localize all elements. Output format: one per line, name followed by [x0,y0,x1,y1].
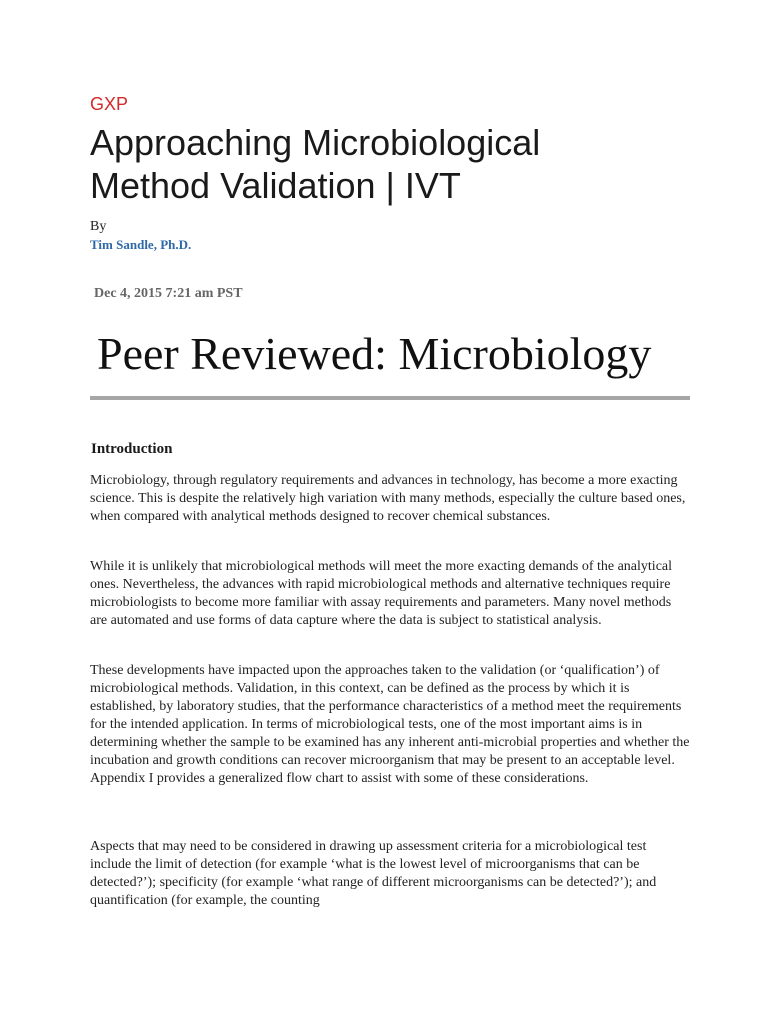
paragraph-3: These developments have impacted upon the approaches taken to the validation (or ‘qualification’) of microbiological methods. Validation, in this context, can be defined as the process by which it is established, by laboratory studies, that the performance characteristics of a method meet the requirements for the intended application. In terms of microbiological tests, one of the most important aims is in determining whether the sample to be examined has any inherent anti-microbial properties and whether the incubation and growth conditions can recover microorganism that may be present to an acceptable level. Appendix I provides a generalized flow chart to assist with some of these considerations. [90,663,690,786]
paragraph-4: Aspects that may need to be considered in drawing up assessment criteria for a microbiological test include the limit of detection (for example ‘what is the lowest level of microorganisms that can be detected?’); specificity (for example ‘what range of different microorganisms can be detected?’); and quantification (for example, the counting [90,839,657,908]
article-title-line-1: Approaching Microbiological [90,122,541,163]
article-title-line-2: Method Validation | IVT [90,165,461,206]
paragraph-2: While it is unlikely that microbiological methods will meet the more exacting demands of the analytical ones. Nevertheless, the advances with rapid microbiological methods and alternative techniques require microbiologists to become more familiar with assay requirements and parameters. Many novel methods are automated and use forms of data capture where the data is subject to statistical analysis. [90,559,673,628]
paragraph-1: Microbiology, through regulatory requirements and advances in technology, has become a more exacting science. This is despite the relatively high variation with many methods, especially the culture based ones, when compared with analytical methods designed to recover chemical substances. [90,473,686,524]
section-heading: Peer Reviewed: Microbiology [97,328,652,379]
publish-date: Dec 4, 2015 7:21 am PST [94,286,243,301]
introduction-heading: Introduction [91,441,173,457]
category-link[interactable]: GXP [90,94,129,114]
byline-label: By [90,219,107,234]
article-title [90,121,690,207]
heading-divider [90,396,690,400]
author-link[interactable]: Tim Sandle, Ph.D. [90,237,192,252]
